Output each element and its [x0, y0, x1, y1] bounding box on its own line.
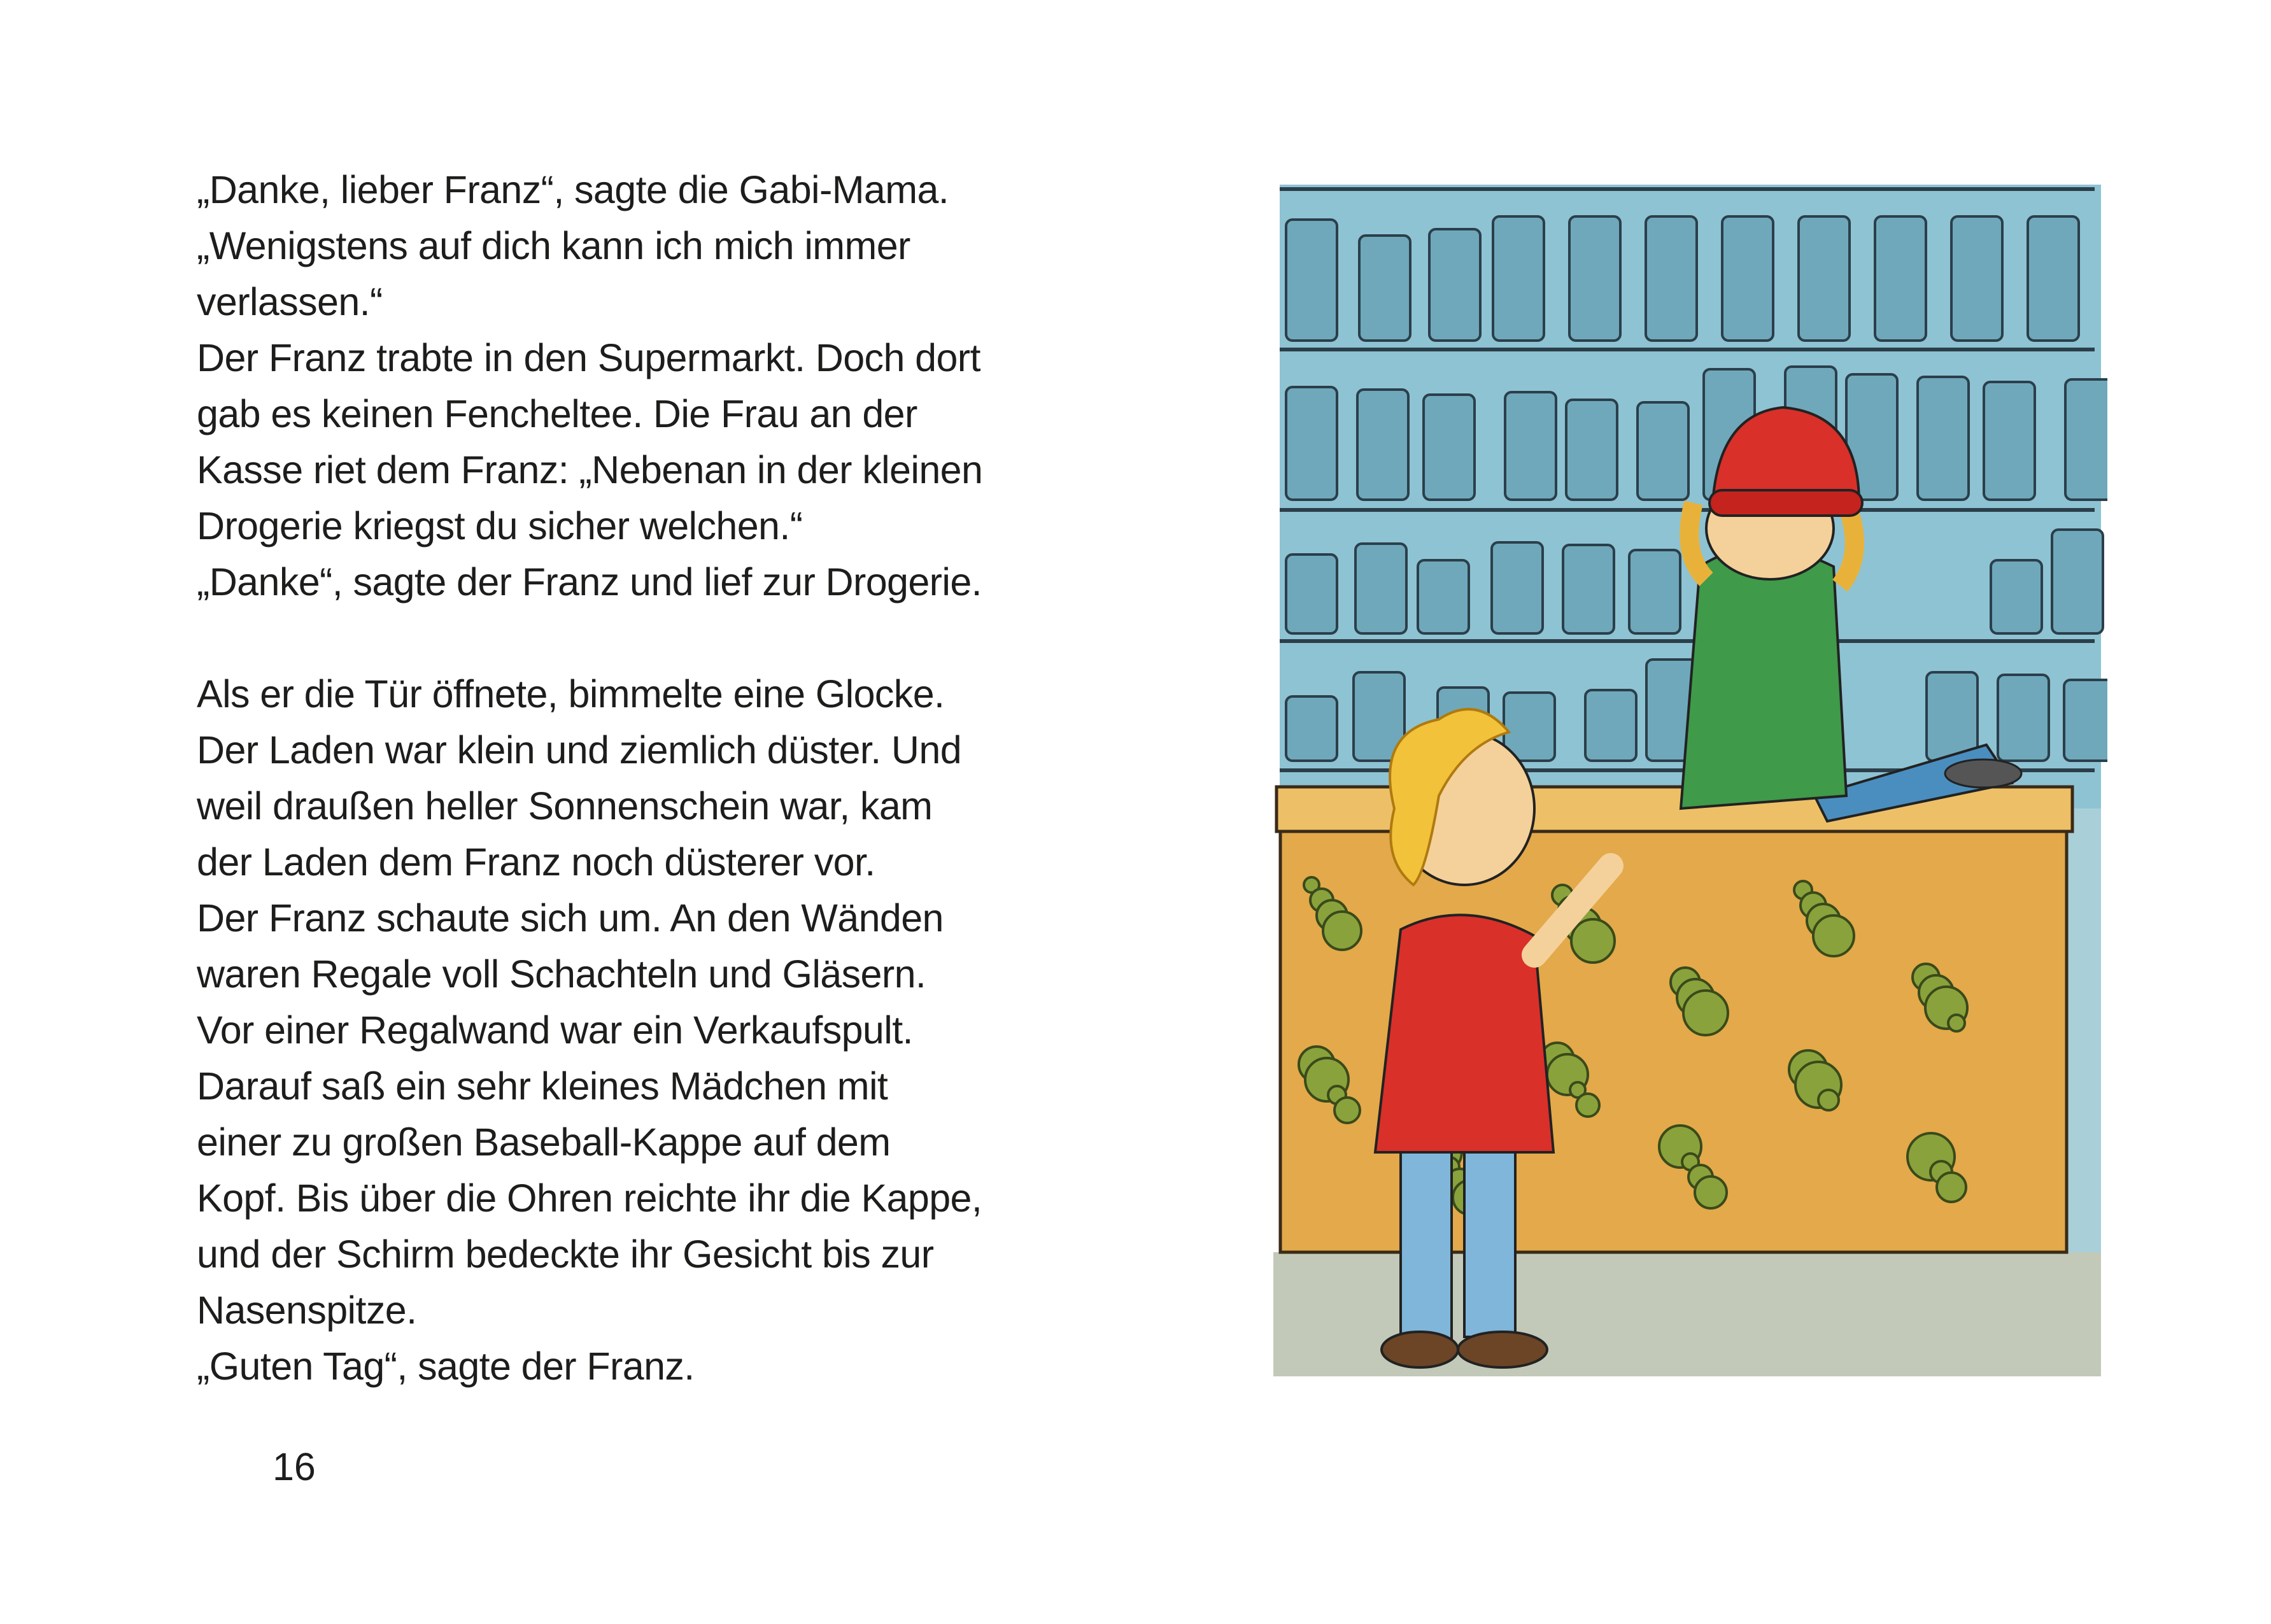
- counter-dot: [1948, 1015, 1965, 1031]
- shop-illustration: [1273, 172, 2107, 1388]
- text-line: Drogerie kriegst du sicher welchen.“: [197, 504, 803, 547]
- jar: [1355, 544, 1406, 633]
- paragraph-1: [197, 162, 1088, 610]
- text-line: „Wenigstens auf dich kann ich mich immer: [197, 224, 910, 267]
- jar: [2028, 216, 2079, 341]
- text-line: verlassen.“: [197, 280, 383, 323]
- counter-dot: [1334, 1098, 1360, 1123]
- text-line: und der Schirm bedeckte ihr Gesicht bis zur: [197, 1232, 934, 1276]
- jar: [1566, 400, 1617, 500]
- jar: [1918, 377, 1969, 500]
- text-line: der Laden dem Franz noch düsterer vor.: [197, 840, 875, 884]
- text-line: „Guten Tag“, sagte der Franz.: [197, 1345, 695, 1388]
- jar: [1286, 220, 1337, 341]
- jar: [1991, 560, 2042, 633]
- counter-dot: [1571, 919, 1615, 963]
- jar: [1505, 392, 1556, 500]
- jar: [1875, 216, 1926, 341]
- page-number: 16: [272, 1445, 316, 1488]
- jar: [1563, 545, 1614, 633]
- jar: [1799, 216, 1850, 341]
- text-line: Der Franz schaute sich um. An den Wänden: [197, 896, 944, 940]
- text-line: waren Regale voll Schachteln und Gläsern.: [197, 952, 926, 996]
- text-line: Kopf. Bis über die Ohren reichte ihr die Kappe,: [197, 1176, 982, 1220]
- counter-dot: [1813, 915, 1854, 956]
- text-line: Kasse riet dem Franz: „Nebenan in der kleinen: [197, 448, 983, 491]
- jar: [1492, 542, 1543, 633]
- jar: [1286, 696, 1337, 761]
- jar: [1585, 690, 1636, 761]
- jar: [1646, 216, 1697, 341]
- text-line: „Danke, lieber Franz“, sagte die Gabi-Mama.: [197, 168, 949, 211]
- jar: [1638, 402, 1688, 500]
- jar: [1424, 395, 1475, 500]
- text-line: Darauf saß ein sehr kleines Mädchen mit: [197, 1064, 888, 1108]
- jar: [1629, 550, 1680, 633]
- text-line: Nasenspitze.: [197, 1289, 417, 1332]
- text-line: weil draußen heller Sonnenschein war, kam: [197, 784, 933, 828]
- text-line: „Danke“, sagte der Franz und lief zur Drogerie.: [197, 560, 982, 604]
- jar: [1286, 387, 1337, 500]
- jar: [1359, 236, 1410, 341]
- counter-dot: [1937, 1173, 1966, 1202]
- counter-dot: [1695, 1176, 1727, 1208]
- counter-dot: [1818, 1090, 1839, 1110]
- counter-dot: [1323, 912, 1361, 950]
- jar: [1286, 554, 1337, 633]
- text-line: Der Franz trabte in den Supermarkt. Doch dort: [197, 336, 980, 379]
- jar: [1418, 560, 1469, 633]
- jar: [2052, 530, 2103, 633]
- paragraph-2: [197, 666, 1088, 1394]
- jar: [1927, 672, 1977, 761]
- text-line: Der Laden war klein und ziemlich düster. Und: [197, 728, 962, 772]
- jar: [2065, 379, 2107, 500]
- jar: [1429, 229, 1480, 341]
- jar: [1722, 216, 1773, 341]
- jar: [1984, 382, 2035, 500]
- text-line: gab es keinen Fencheltee. Die Frau an der: [197, 392, 917, 435]
- counter-dot: [1576, 1094, 1599, 1117]
- jar: [1493, 216, 1544, 341]
- story-text: [197, 162, 1088, 1450]
- text-line: einer zu großen Baseball-Kappe auf dem: [197, 1120, 891, 1164]
- jar: [1357, 390, 1408, 500]
- text-line: Als er die Tür öffnete, bimmelte eine Glocke.: [197, 672, 945, 716]
- jar: [1569, 216, 1620, 341]
- jar: [1951, 216, 2002, 341]
- jar: [1998, 675, 2049, 761]
- jar: [2064, 680, 2107, 761]
- text-line: Vor einer Regalwand war ein Verkaufspult.: [197, 1008, 913, 1052]
- counter-dot: [1683, 991, 1728, 1035]
